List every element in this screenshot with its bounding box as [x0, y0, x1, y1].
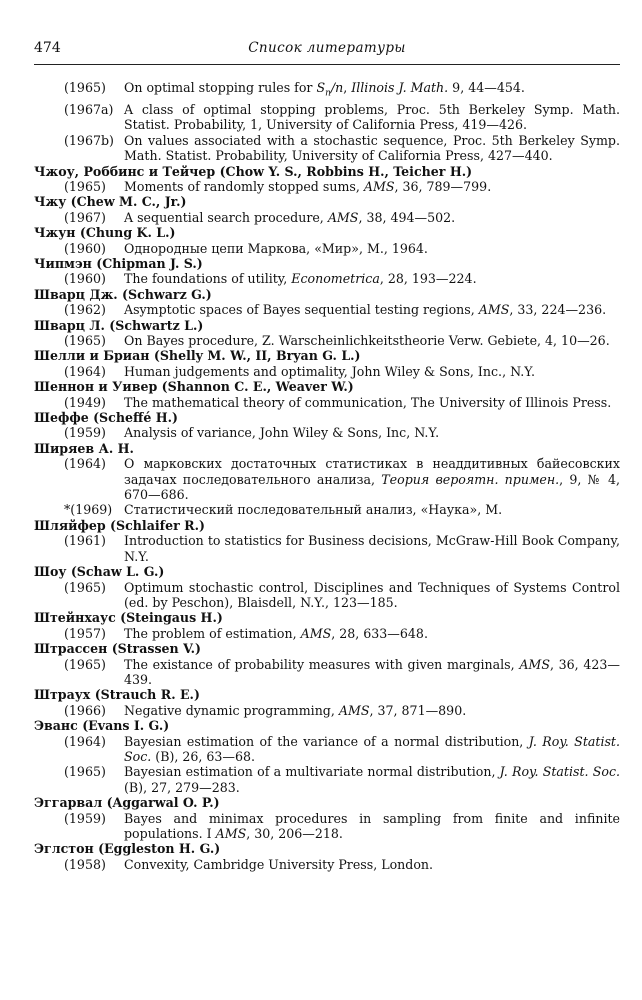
reference-author: Эглстон (Eggleston H. G.): [34, 841, 221, 857]
reference-year: (1965): [64, 579, 106, 595]
reference-entry: [34, 80, 620, 102]
reference-text-segment: Analysis of variance, John Wiley & Sons, Inc, N.Y.: [124, 425, 440, 441]
reference-text: [124, 241, 620, 256]
reference-year: (1965): [64, 764, 106, 780]
reference-text-segment: О марковских достаточных статистиках в неаддитивных байесовских задачах последовательного анализа,: [124, 456, 620, 487]
reference-author: Шеффе (Scheffé H.): [34, 410, 178, 426]
reference-text-segment: A class of optimal stopping problems, Proc. 5th Berkeley Symp. Math. Statist. Probability, 1, University of California Press, 419—426.: [124, 101, 620, 133]
reference-text: [124, 657, 620, 688]
reference-text-segment: (B), 26, 63—68.: [151, 748, 256, 764]
reference-text-segment: 9, 44—454.: [448, 80, 525, 95]
reference-author: Шварц Дж. (Schwarz G.): [34, 286, 212, 302]
reference-entry: [34, 241, 620, 256]
reference-text-segment: ,: [343, 80, 352, 95]
reference-year: (1966): [64, 702, 106, 718]
reference-text-segment: The existance of probability measures with given marginals,: [124, 656, 520, 672]
reference-entry: [34, 271, 620, 286]
reference-text-segment: Bayes and minimax procedures in sampling from finite and infinite populations. I: [124, 810, 620, 842]
reference-text-segment: On Bayes procedure, Z. Warscheinlichkeitstheorie Verw. Gebiete, 4, 10—26.: [124, 333, 610, 349]
reference-text-segment: (B), 27, 279—283.: [124, 779, 240, 795]
reference-entry: [34, 734, 620, 765]
reference-text-segment: AMS: [519, 656, 550, 672]
reference-year: (1959): [64, 425, 106, 441]
reference-text-segment: Bayesian estimation of the variance of a normal distribution,: [124, 733, 529, 749]
reference-entry: [34, 102, 620, 133]
reference-author: Эванс (Evans I. G.): [34, 718, 170, 734]
reference-text: [124, 210, 620, 225]
header-rule: [34, 64, 620, 65]
reference-text-segment: AMS: [327, 209, 359, 225]
reference-text-segment: , 37, 871—890.: [369, 702, 467, 718]
reference-text-segment: On optimal stopping rules for: [124, 80, 317, 95]
reference-year: (1958): [64, 856, 106, 872]
reference-year: (1965): [64, 333, 106, 349]
reference-text: [124, 533, 620, 564]
reference-text-segment: , 33, 224—236.: [509, 302, 607, 318]
reference-year: (1960): [64, 271, 106, 287]
reference-entry: [34, 857, 620, 872]
reference-list: [34, 80, 620, 872]
reference-text-segment: Negative dynamic programming,: [124, 702, 339, 718]
reference-entry: [34, 302, 620, 317]
reference-text-segment: J. Roy. Statist. Soc.: [499, 764, 621, 780]
reference-text: [124, 580, 620, 611]
reference-author: Штраух (Strauch R. E.): [34, 687, 200, 703]
reference-text-segment: , 36, 423—439.: [124, 656, 620, 687]
reference-text: [124, 80, 620, 102]
reference-text-segment: , 36, 789—799.: [394, 178, 492, 194]
reference-text-segment: A sequential search procedure,: [124, 209, 328, 225]
reference-text: [124, 456, 620, 502]
reference-text: [124, 271, 620, 286]
reference-year: (1967): [64, 209, 106, 225]
reference-text-segment: n: [335, 80, 344, 95]
reference-year: (1957): [64, 625, 106, 641]
reference-text-segment: Convexity, Cambridge University Press, London.: [124, 856, 434, 872]
reference-entry: [34, 657, 620, 688]
reference-author: Шеннон и Уивер (Shannon C. E., Weaver W.): [34, 379, 354, 395]
reference-text-segment: AMS: [215, 826, 247, 842]
reference-text: [124, 333, 620, 348]
reference-year: (1949): [64, 394, 106, 410]
reference-text-segment: Econometrica: [291, 271, 380, 287]
reference-year: (1960): [64, 240, 106, 256]
reference-text-segment: , 28, 633—648.: [331, 625, 428, 641]
reference-author: Шоу (Schaw L. G.): [34, 564, 165, 580]
reference-author: Шляйфер (Schlaifer R.): [34, 517, 205, 533]
reference-text-segment: The mathematical theory of communication, The University of Illinois Press.: [124, 394, 612, 410]
reference-text: [124, 102, 620, 133]
reference-year: (1967b): [64, 132, 114, 148]
reference-text: [124, 734, 620, 765]
reference-text: [124, 703, 620, 718]
reference-text-segment: Bayesian estimation of a multivariate normal distribution,: [124, 764, 500, 780]
reference-text: [124, 425, 620, 440]
reference-text-segment: On values associated with a stochastic sequence, Proc. 5th Berkeley Symp. Math. Statist. Probability, University of California Press, 427—440.: [124, 132, 620, 164]
reference-year: (1962): [64, 302, 106, 318]
reference-entry: [34, 456, 620, 502]
reference-text-segment: /: [330, 80, 336, 95]
reference-year: (1961): [64, 533, 106, 549]
running-title: Список литературы: [248, 40, 406, 56]
reference-text-segment: The foundations of utility,: [124, 271, 292, 287]
reference-text-segment: , 38, 494—502.: [358, 209, 456, 225]
page-number: 474: [34, 40, 61, 56]
reference-text-segment: Illinois J. Math.: [351, 80, 449, 95]
reference-text-segment: Однородные цепи Маркова, «Мир», М., 1964.: [124, 240, 428, 256]
reference-entry: [34, 626, 620, 641]
reference-year: (1964): [64, 733, 106, 749]
reference-entry: [34, 764, 620, 795]
reference-year: (1965): [64, 656, 106, 672]
reference-text-segment: The problem of estimation,: [124, 625, 301, 641]
reference-text: [124, 302, 620, 317]
reference-entry: [34, 333, 620, 348]
reference-entry: [34, 133, 620, 164]
reference-text-segment: AMS: [363, 178, 395, 194]
reference-text-segment: , 30, 206—218.: [246, 826, 343, 842]
reference-author: Чжун (Chung K. L.): [34, 225, 176, 241]
reference-text-segment: Статистический последовательный анализ, «Наука», М.: [124, 502, 503, 518]
reference-text: [124, 364, 620, 379]
reference-text-segment: AMS: [338, 702, 370, 718]
reference-year: (1959): [64, 810, 106, 826]
reference-text: [124, 395, 620, 410]
reference-entry: [34, 364, 620, 379]
reference-entry: [34, 580, 620, 611]
reference-entry: [34, 502, 620, 517]
reference-text-segment: AMS: [300, 625, 332, 641]
reference-author: Чжоу, Роббинс и Тейчер (Chow Y. S., Robbins H., Teicher H.): [34, 163, 473, 179]
reference-author: Шварц Л. (Schwartz L.): [34, 317, 204, 333]
reference-year: (1964): [64, 363, 106, 379]
reference-text: [124, 857, 620, 872]
reference-entry: [34, 210, 620, 225]
reference-entry: [34, 425, 620, 440]
reference-text-segment: J. Roy. Statist. Soc.: [124, 733, 620, 764]
reference-text: [124, 811, 620, 842]
reference-text: [124, 502, 620, 517]
reference-entry: [34, 533, 620, 564]
reference-author: Чжу (Chew M. C., Jr.): [34, 194, 187, 210]
reference-entry: [34, 811, 620, 842]
reference-text: [124, 764, 620, 795]
reference-text-segment: , 9, № 4, 670—686.: [124, 471, 620, 503]
reference-author: Шелли и Бриан (Shelly M. W., II, Bryan G. L.): [34, 348, 361, 364]
page-header: [34, 40, 620, 62]
reference-year: (1965): [64, 178, 106, 194]
reference-entry: [34, 703, 620, 718]
reference-author: Штрассен (Strassen V.): [34, 641, 202, 657]
reference-text-segment: Теория вероятн. примен.: [381, 471, 560, 487]
reference-text-segment: , 28, 193—224.: [379, 271, 477, 287]
reference-author: Чипмэн (Chipman J. S.): [34, 255, 203, 271]
reference-year: *(1969): [64, 502, 113, 518]
reference-text-segment: AMS: [478, 302, 510, 318]
reference-author: Штейнхаус (Steingaus H.): [34, 610, 223, 626]
reference-entry: [34, 395, 620, 410]
reference-text-segment: Introduction to statistics for Business decisions, McGraw-Hill Book Company, N.Y.: [124, 533, 620, 564]
reference-text: [124, 626, 620, 641]
reference-text-segment: n: [325, 88, 331, 99]
reference-entry: [34, 179, 620, 194]
reference-text-segment: Asymptotic spaces of Bayes sequential testing regions,: [124, 302, 479, 318]
reference-year: (1967a): [64, 101, 114, 117]
reference-text-segment: Optimum stochastic control, Disciplines and Techniques of Systems Control (ed. by Peschon), Blaisdell, N.Y., 123—185.: [124, 579, 620, 610]
reference-text-segment: Human judgements and optimality, John Wiley & Sons, Inc., N.Y.: [124, 363, 535, 379]
reference-author: Эггарвал (Aggarwal O. P.): [34, 795, 220, 811]
reference-year: (1965): [64, 80, 106, 95]
reference-text-segment: Moments of randomly stopped sums,: [124, 178, 364, 194]
reference-author: Ширяев А. Н.: [34, 440, 134, 456]
reference-text-segment: S: [316, 80, 326, 95]
reference-year: (1964): [64, 456, 106, 472]
reference-text: [124, 133, 620, 164]
reference-text: [124, 179, 620, 194]
